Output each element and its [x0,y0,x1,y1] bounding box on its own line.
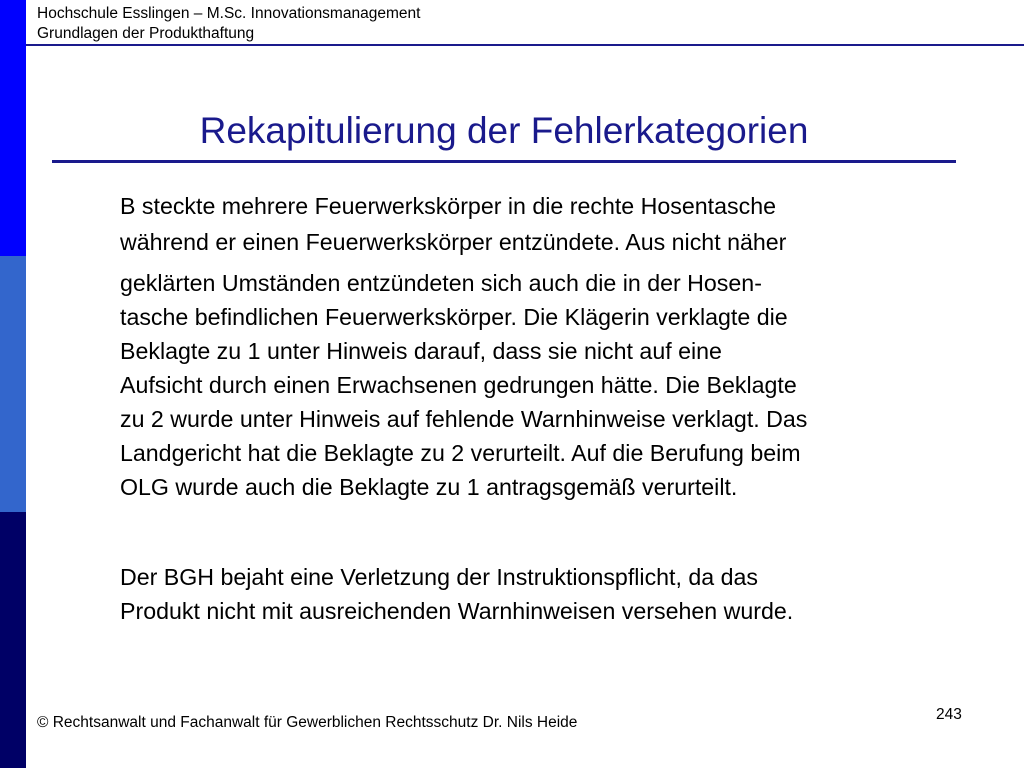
text-line: während er einen Feuerwerkskörper entzündete. Aus nicht näher [120,229,787,255]
header-institution: Hochschule Esslingen – M.Sc. Innovationsmanagement [37,5,421,22]
court-ruling-paragraph [120,560,980,628]
text-line: Landgericht hat die Beklagte zu 2 verurteilt. Auf die Berufung beim [120,440,801,466]
accent-bar-middle-segment [0,256,26,512]
slide-header [37,4,420,44]
case-description-paragraph [120,190,980,504]
header-course: Grundlagen der Produkthaftung [37,25,255,42]
footer-copyright: © Rechtsanwalt und Fachanwalt für Gewerblichen Rechtsschutz Dr. Nils Heide [37,714,578,731]
text-line: tasche befindlichen Feuerwerkskörper. Die Klägerin verklagte die [120,304,788,330]
page-number: 243 [936,706,962,723]
left-accent-bar [0,0,26,768]
text-line: Aufsicht durch einen Erwachsenen gedrungen hätte. Die Beklagte [120,372,797,398]
text-line: Der BGH bejaht eine Verletzung der Instruktionspflicht, da das [120,564,759,590]
text-line: zu 2 wurde unter Hinweis auf fehlende Warnhinweise verklagt. Das [120,406,808,432]
text-line: B steckte mehrere Feuerwerkskörper in die rechte Hosentasche [120,193,776,219]
text-line: OLG wurde auch die Beklagte zu 1 antragsgemäß verurteilt. [120,474,738,500]
slide-title: Rekapitulierung der Fehlerkategorien [199,110,809,151]
text-line: geklärten Umständen entzündeten sich auch die in der Hosen- [120,270,762,296]
text-line: Beklagte zu 1 unter Hinweis darauf, dass sie nicht auf eine [120,338,722,364]
title-underline [52,160,956,163]
header-divider [26,44,1024,46]
accent-bar-bottom-segment [0,512,26,768]
accent-bar-top-segment [0,0,26,256]
text-line: Produkt nicht mit ausreichenden Warnhinweisen versehen wurde. [120,598,794,624]
